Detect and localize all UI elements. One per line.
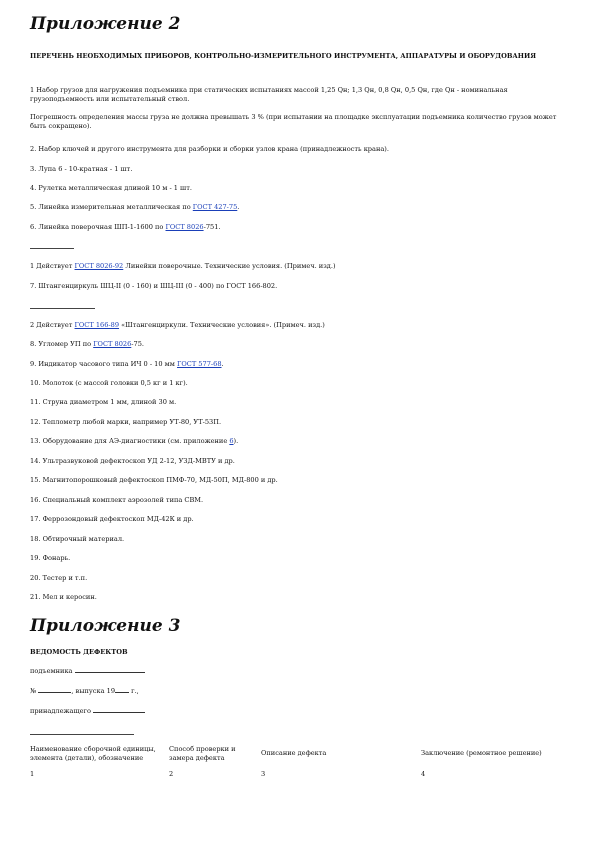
list-item-12: 12. Теплометр любой марки, например УТ-80, УТ-53П. — [30, 418, 222, 426]
list-item-18: 18. Обтирочный материал. — [30, 535, 125, 543]
gost-427-link[interactable]: ГОСТ 427-75 — [192, 203, 238, 211]
footnote-2-suffix: «Штангенциркули. Технические условия». (Примеч. изд.) — [119, 321, 325, 329]
list-item-15: 15. Магнитопорошковый дефектоскоп ПМФ-70, МД-50П, МД-800 и др. — [30, 476, 278, 484]
table-cell: 3 — [261, 770, 266, 778]
gost-8026-link[interactable]: ГОСТ 8026 — [93, 340, 132, 348]
appendix-6-link[interactable]: 6 — [229, 437, 234, 445]
gost-8026-92-link[interactable]: ГОСТ 8026-92 — [74, 262, 124, 270]
gost-8026-link[interactable]: ГОСТ 8026 — [165, 223, 204, 231]
list-item-7: 7. Штангенциркуль ШЦ-II (0 - 160) и ШЦ-III (0 - 400) по ГОСТ 166-802. — [30, 282, 278, 290]
list-item-1-note: Погрешность определения массы груза не должна превышать 3 % (при испытании на площадке эксплуатации подъемника количество грузов может быть сокращено). — [30, 113, 557, 130]
appendix-3-title: Приложение 3 — [30, 616, 181, 636]
list-item-4: 4. Рулетка металлическая длиной 10 м - 1 шт. — [30, 184, 192, 192]
owner-line — [30, 707, 560, 716]
list-item-9 — [30, 360, 560, 369]
number-blank — [38, 692, 71, 693]
year-label: , выпуска 19 — [71, 687, 116, 695]
signature-rule — [30, 734, 134, 735]
list-item-2: 2. Набор ключей и другого инструмента для разборки и сборки узлов крана (принадлежность крана). — [30, 145, 389, 153]
gost-577-68-link[interactable]: ГОСТ 577-68 — [177, 360, 222, 368]
defects-table — [30, 745, 560, 779]
table-cell: 2 — [169, 770, 174, 778]
footnote-divider — [30, 308, 95, 309]
list-item-5-text: 5. Линейка измерительная металлическая по — [30, 203, 193, 211]
footnote-divider — [30, 248, 74, 249]
table-row — [30, 762, 560, 779]
list-item-16: 16. Специальный комплект аэрозолей типа СВМ. — [30, 496, 204, 504]
list-item-10: 10. Молоток (с массой головки 0,5 кг и 1 кг). — [30, 379, 188, 387]
gost-166-89-link[interactable]: ГОСТ 166-89 — [74, 321, 120, 329]
table-cell: 4 — [421, 770, 426, 778]
list-item-13-suffix: ). — [233, 437, 239, 445]
year-blank — [115, 692, 129, 693]
list-item-11: 11. Струна диаметром 1 мм, длиной 30 м. — [30, 398, 177, 406]
list-item-6 — [30, 223, 560, 232]
list-item-6-text: 6. Линейка поверочная ШП-1-1600 по — [30, 223, 166, 231]
table-header-cell: Наименование сборочной единицы, элемента (детали), обозначение — [30, 745, 156, 762]
list-item-9-suffix: . — [221, 360, 224, 368]
lift-label: подъемника — [30, 667, 73, 675]
table-header-cell: Заключение (ремонтное решение) — [421, 749, 542, 758]
list-item-6-suffix: -751. — [203, 223, 221, 231]
list-item-8-suffix: -75. — [131, 340, 144, 348]
table-header-row — [30, 745, 560, 762]
list-item-3: 3. Лупа 6 - 10-кратная - 1 шт. — [30, 165, 133, 173]
list-item-9-text: 9. Индикатор часового типа ИЧ 0 - 10 мм — [30, 360, 177, 368]
list-item-20: 20. Тестер и т.п. — [30, 574, 88, 582]
footnote-2-text: 2 Действует — [30, 321, 75, 329]
footnote-2 — [30, 321, 560, 330]
list-item-14: 14. Ультразвуковой дефектоскоп УД 2-12, УЗД-МВТУ и др. — [30, 457, 235, 465]
lift-blank — [75, 672, 145, 673]
table-cell: 1 — [30, 770, 35, 778]
list-item-1: 1 Набор грузов для нагружения подъемника при статических испытаниях массой 1,25 Qн; 1,3 Qн, 0,8 Qн, 0,5 Qн, где Qн - номинальная грузоподъемность или испытательный ствол. — [30, 86, 508, 103]
list-item-13 — [30, 437, 560, 446]
lift-line — [30, 667, 560, 676]
footnote-1-text: 1 Действует — [30, 262, 75, 270]
list-item-8 — [30, 340, 560, 349]
appendix-3-heading: ВЕДОМОСТЬ ДЕФЕКТОВ — [30, 648, 128, 656]
owner-label: принадлежащего — [30, 707, 91, 715]
owner-blank — [93, 712, 145, 713]
list-item-8-text: 8. Угломер УП по — [30, 340, 94, 348]
number-label: № — [30, 687, 37, 695]
table-header-cell: Описание дефекта — [261, 749, 327, 758]
table-header-cell: Способ проверки и замера дефекта — [169, 745, 236, 762]
appendix-2-heading: ПЕРЕЧЕНЬ НЕОБХОДИМЫХ ПРИБОРОВ, КОНТРОЛЬНО-ИЗМЕРИТЕЛЬНОГО ИНСТРУМЕНТА, АППАРАТУРЫ И ОБОРУДОВАНИЯ — [30, 52, 537, 60]
list-item-5-suffix: . — [237, 203, 240, 211]
list-item-13-text: 13. Оборудование для АЭ-диагностики (см. приложение — [30, 437, 230, 445]
footnote-1-suffix: Линейки поверочные. Технические условия. (Примеч. изд.) — [123, 262, 336, 270]
year-suffix: г., — [129, 687, 139, 695]
number-line — [30, 687, 560, 696]
list-item-17: 17. Феррозондовый дефектоскоп МД-42К и др. — [30, 515, 194, 523]
footnote-1 — [30, 262, 560, 271]
list-item-19: 19. Фонарь. — [30, 554, 71, 562]
appendix-2-title: Приложение 2 — [30, 14, 181, 34]
list-item-5 — [30, 203, 560, 212]
list-item-21: 21. Мел и керосин. — [30, 593, 97, 601]
